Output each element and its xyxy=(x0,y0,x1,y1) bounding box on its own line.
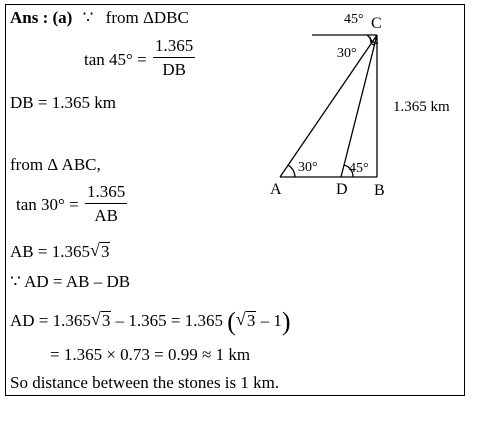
diagram-angle-inner-c: 30° xyxy=(337,46,357,61)
because-symbol: ∵ xyxy=(82,8,94,27)
open-paren: ( xyxy=(227,307,236,336)
ad-radicand-2: 3 xyxy=(246,311,256,330)
diagram-label-a: A xyxy=(270,181,282,198)
sqrt-3: √ 3 xyxy=(89,240,110,261)
ad-relation: ∵ AD = AB – DB xyxy=(10,272,131,291)
tan30-lhs: tan 30° = xyxy=(16,195,79,214)
answer-prefix: Ans : (a) xyxy=(10,8,73,27)
close-paren: ) xyxy=(281,307,291,336)
ab-radicand: 3 xyxy=(100,242,110,261)
diagram-label-d: D xyxy=(336,181,348,198)
ad-tail: – 1 xyxy=(256,311,282,330)
diagram-angle-top: 45° xyxy=(344,12,364,27)
ad-middle: – 1.365 = 1.365 xyxy=(111,311,223,330)
db-result: DB = 1.365 km xyxy=(10,93,116,112)
line-ac xyxy=(280,35,377,177)
conclusion: So distance between the stones is 1 km. xyxy=(10,373,280,392)
sqrt-3: √ 3 xyxy=(235,309,256,330)
diagram-height-label: 1.365 km xyxy=(393,99,450,115)
sqrt-3: √ 3 xyxy=(90,309,111,330)
ab-lhs: AB = 1.365 xyxy=(10,242,90,261)
tan45-lhs: tan 45° = xyxy=(84,50,147,69)
from-abc-text: from Δ ABC, xyxy=(10,155,101,174)
diagram-angle-a: 30° xyxy=(298,160,318,175)
ad-radicand-1: 3 xyxy=(101,311,111,330)
diagram-label-b: B xyxy=(374,182,385,199)
angle-arc-a xyxy=(288,165,295,177)
calculation-line: = 1.365 × 0.73 = 0.99 ≈ 1 km xyxy=(50,345,251,364)
diagram-label-c: C xyxy=(371,15,382,32)
ad-lhs: AD = 1.365 xyxy=(10,311,91,330)
tan30-numerator: 1.365 xyxy=(85,183,127,204)
tan30-denominator: AB xyxy=(94,206,118,225)
diagram-angle-d: 45° xyxy=(349,161,369,176)
from-dbc-text: from ΔDBC xyxy=(105,8,189,27)
tan45-numerator: 1.365 xyxy=(153,37,195,58)
tan45-denominator: DB xyxy=(162,60,186,79)
